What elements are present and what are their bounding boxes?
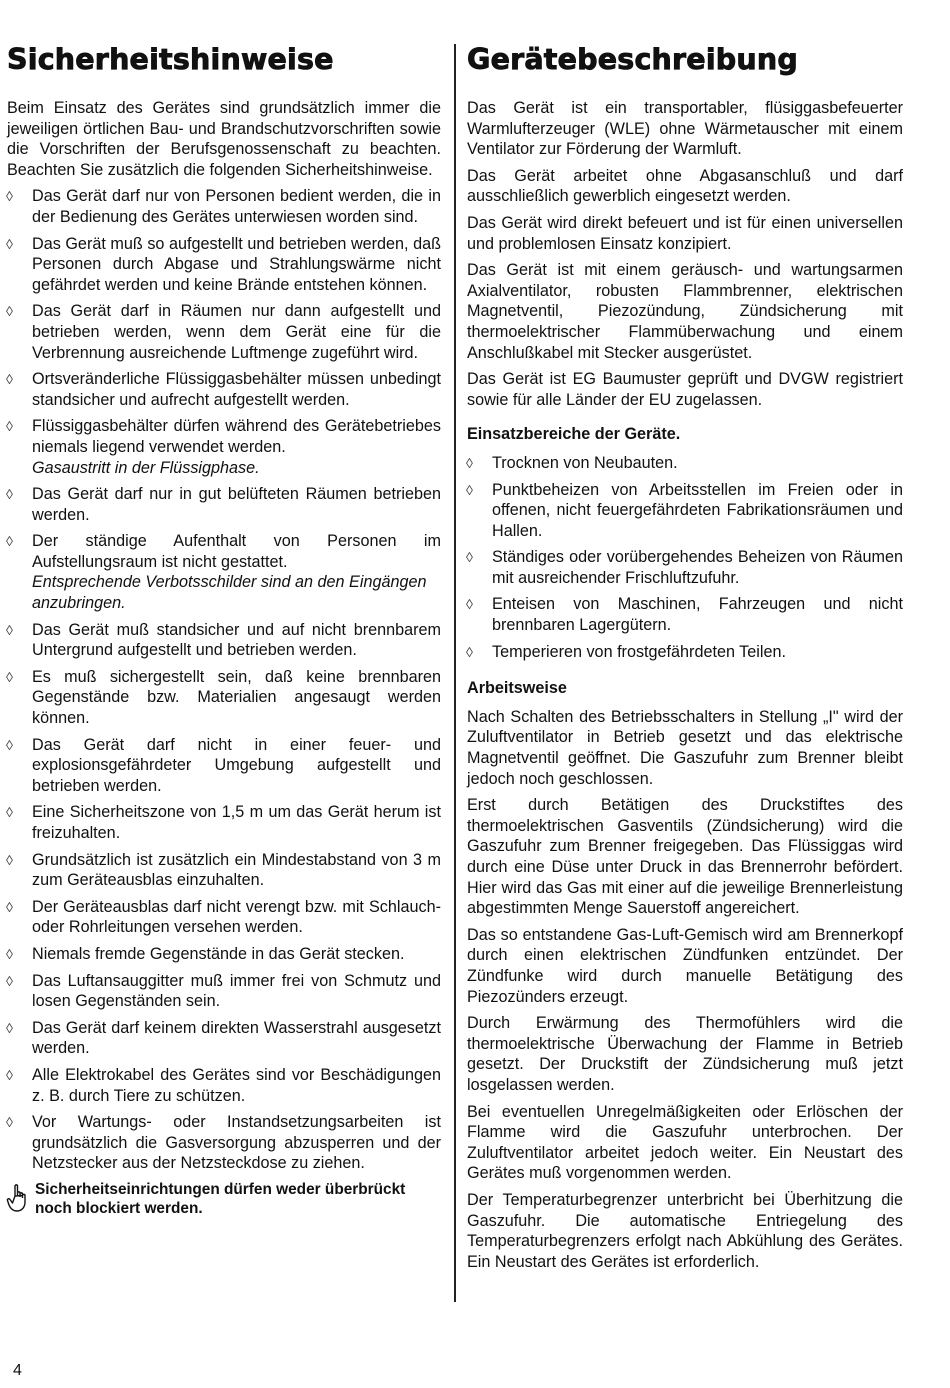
diamond-bullet-icon: ◊ [6,371,13,388]
list-item-text: Es muß sichergestellt sein, daß keine brennbaren Gegenstände bzw. Materialien angesaugt werden können. [32,667,441,728]
paragraph: Der Temperaturbegrenzer unterbricht bei Überhitzung die Gaszufuhr. Die automatische Entriegelung des Temperaturbegrenzers erfolgt nach Abkühlung des Gerätes. Ein Neustart des Gerätes ist erforderlich. [467,1190,903,1271]
list-item [7,531,441,613]
safety-title: Sicherheitshinweise [7,43,334,76]
list-item-text: Das Gerät darf in Räumen nur dann aufgestellt und betrieben werden, wenn dem Gerät eine für die Verbrennung ausreichende Luftmenge zugeführt wird. [32,302,441,362]
diamond-bullet-icon: ◊ [6,972,13,989]
list-item [7,186,441,227]
diamond-bullet-icon: ◊ [466,481,473,498]
list-item [7,667,441,729]
list-item [7,850,441,891]
diamond-bullet-icon: ◊ [6,898,13,915]
arbeit-heading: Arbeitsweise [467,679,567,698]
diamond-bullet-icon: ◊ [6,736,13,753]
paragraph: Das Gerät wird direkt befeuert und ist für einen universellen und problemlosen Einsatz konzipiert. [467,213,903,253]
list-item-text: Das Gerät darf nur in gut belüfteten Räumen betrieben werden. [32,485,441,524]
list-item [7,234,441,296]
diamond-bullet-icon: ◊ [6,418,13,435]
list-item-text: Das Luftansauggitter muß immer frei von Schmutz und losen Gegenständen sein. [32,971,441,1011]
list-item-text: Enteisen von Maschinen, Fahrzeugen und nicht brennbaren Lagergütern. [492,595,903,635]
list-item [467,453,903,474]
diamond-bullet-icon: ◊ [6,851,13,868]
diamond-bullet-icon: ◊ [466,643,473,660]
description-column [467,40,903,1278]
list-item [7,1065,441,1106]
diamond-bullet-icon: ◊ [6,1019,13,1036]
list-item-text: Das Gerät darf keinem direkten Wasserstrahl ausgesetzt werden. [32,1018,441,1058]
paragraph: Durch Erwärmung des Thermofühlers wird die thermoelektrische Überwachung der Flamme in Betrieb gesetzt. Der Druckstift der Zündsicherung muß jetzt losgelassen werden. [467,1014,903,1094]
paragraph: Bei eventuellen Unregelmäßigkeiten oder Erlöschen der Flamme wird die Gaszufuhr unterbrochen. Der Zuluftventilator arbeitet jedoch weiter. Ein Neustart des Gerätes muß vorgenommen werden. [467,1102,903,1183]
list-item-text: Ortsveränderliche Flüssiggasbehälter müssen unbedingt standsicher und aufrecht aufgestellt werden. [32,370,441,409]
einsatz-heading: Einsatzbereiche der Geräte. [467,425,681,444]
safety-column [7,40,441,1218]
safety-intro: Beim Einsatz des Gerätes sind grundsätzlich immer die jeweiligen örtlichen Bau- und Brandschutzvorschriften sowie die Vorschriften der Berufsgenossenschaft zu beachten. Beachten Sie zusätzlich die folgenden Sicherheitshinweise. [7,99,441,179]
pointing-hand-icon [6,1184,30,1214]
list-item-text: Der Geräteausblas darf nicht verengt bzw. mit Schlauch- oder Rohrleitungen versehen werden. [32,897,441,937]
list-item-text: Ständiges oder vorübergehendes Beheizen von Räumen mit ausreichender Frischluftzufuhr. [492,548,903,587]
diamond-bullet-icon: ◊ [6,235,13,252]
arbeit-paragraphs [467,707,903,1272]
list-item [7,735,441,797]
list-item [7,802,441,843]
description-paragraphs [467,98,903,410]
list-item [7,1018,441,1059]
paragraph: Erst durch Betätigen des Druckstiftes des thermoelektrischen Gasventils (Zündsicherung) wird die Gaszufuhr zum Brenner freigegeben. Das Flüssiggas wird durch eine Düse unter Druck in das Brennerrohr befördert. Hier wird das Gas mit einer auf die jeweilige Brennerleistung abgestimmten Menge Sauerstoff angereichert. [467,796,903,918]
list-item-text: Das Gerät darf nicht in einer feuer- und explosionsgefährdeter Umgebung aufgestellt und betrieben werden. [32,735,441,795]
list-item-text: Alle Elektrokabel des Gerätes sind vor Beschädigungen z. B. durch Tiere zu schützen. [32,1065,441,1105]
list-item-text: Punktbeheizen von Arbeitsstellen im Freien oder in offenen, nicht feuergefährdeten Fabrikationsräumen und Hallen. [492,480,903,540]
list-item [467,480,903,542]
paragraph: Nach Schalten des Betriebsschalters in Stellung „I" wird der Zuluftventilator in Betrieb gesetzt und das elektrische Magnetventil geöffnet. Die Gaszufuhr zum Brenner bleibt jedoch noch geschlossen. [467,707,903,788]
safety-bullet-list [7,186,441,1174]
list-item [7,944,441,965]
list-item [7,301,441,363]
list-item-text: Temperieren von frostgefährdeten Teilen. [492,642,786,661]
page-number: 4 [13,1362,22,1379]
list-item [7,369,441,410]
diamond-bullet-icon: ◊ [6,804,13,821]
description-title: Gerätebeschreibung [467,43,798,76]
diamond-bullet-icon: ◊ [6,533,13,550]
list-item-text: Das Gerät darf nur von Personen bedient werden, die in der Bedienung des Gerätes unterwiesen worden sind. [32,187,441,226]
diamond-bullet-icon: ◊ [466,549,473,566]
list-item [467,594,903,635]
list-item [7,416,441,478]
diamond-bullet-icon: ◊ [466,596,473,613]
einsatz-bullet-list [467,453,903,662]
paragraph: Das Gerät ist EG Baumuster geprüft und DVGW registriert sowie für alle Länder der EU zugelassen. [467,370,903,409]
list-item [7,971,441,1012]
list-item-text: Trocknen von Neubauten. [492,453,678,472]
list-item [7,897,441,938]
diamond-bullet-icon: ◊ [6,1114,13,1131]
list-item-text: Das Gerät muß standsicher und auf nicht brennbarem Untergrund aufgestellt und betrieben werden. [32,620,441,660]
diamond-bullet-icon: ◊ [6,668,13,685]
list-item-text: Das Gerät muß so aufgestellt und betrieben werden, daß Personen durch Abgase und Strahlungswärme nicht gefährdet werden und keine Brände entstehen können. [32,234,441,294]
diamond-bullet-icon: ◊ [6,303,13,320]
paragraph: Das Gerät ist ein transportabler, flüsiggasbefeuerter Warmlufterzeuger (WLE) ohne Wärmetauscher mit einem Ventilator zur Förderung der Warmluft. [467,99,903,159]
list-item-text: Niemals fremde Gegenstände in das Gerät stecken. [32,944,405,963]
list-item-text: Eine Sicherheitszone von 1,5 m um das Gerät herum ist freizuhalten. [32,803,441,842]
diamond-bullet-icon: ◊ [6,621,13,638]
list-item-text: Flüssiggasbehälter dürfen während des Gerätebetriebes niemals liegend verwendet werden. [32,417,441,456]
list-item [467,642,903,663]
paragraph: Das Gerät arbeitet ohne Abgasanschluß und darf ausschließlich gewerblich eingesetzt werden. [467,166,903,206]
list-item-text: Der ständige Aufenthalt von Personen im Aufstellungsraum ist nicht gestattet. [32,532,441,571]
list-item [467,547,903,588]
diamond-bullet-icon: ◊ [6,945,13,962]
paragraph: Das Gerät ist mit einem geräusch- und wartungsarmen Axialventilator, robusten Flammbrenner, elektrischen Magnetventil, Piezozündung, Zündsicherung mit thermoelektrischer Flammüberwachung und einem Anschlußkabel mit Stecker ausgerüstet. [467,261,903,362]
list-item-text: Vor Wartungs- oder Instandsetzungsarbeiten ist grundsätzlich die Gasversorgung abzusperren und der Netzstecker aus der Netzsteckdose zu ziehen. [32,1113,441,1173]
diamond-bullet-icon: ◊ [6,1066,13,1083]
list-item-text: Grundsätzlich ist zusätzlich ein Mindestabstand von 3 m zum Geräteausblas einzuhalten. [32,850,441,890]
list-item [7,620,441,661]
paragraph: Das so entstandene Gas-Luft-Gemisch wird am Brennerkopf durch einen elektrischen Zündfunken entzündet. Der Zündfunke wird durch manuelle Betätigung des Piezozünders erzeugt. [467,925,903,1006]
list-item-note: Gasaustritt in der Flüssigphase. [32,458,260,477]
diamond-bullet-icon: ◊ [6,188,13,205]
diamond-bullet-icon: ◊ [466,454,473,471]
list-item [7,484,441,525]
list-item [7,1112,441,1174]
diamond-bullet-icon: ◊ [6,486,13,503]
safety-warning: Sicherheitseinrichtungen dürfen weder überbrückt noch blockiert werden. [7,1180,441,1218]
column-divider [454,44,456,1302]
list-item-note: Entsprechende Verbotsschilder sind an den Eingängen anzubringen. [32,573,427,613]
